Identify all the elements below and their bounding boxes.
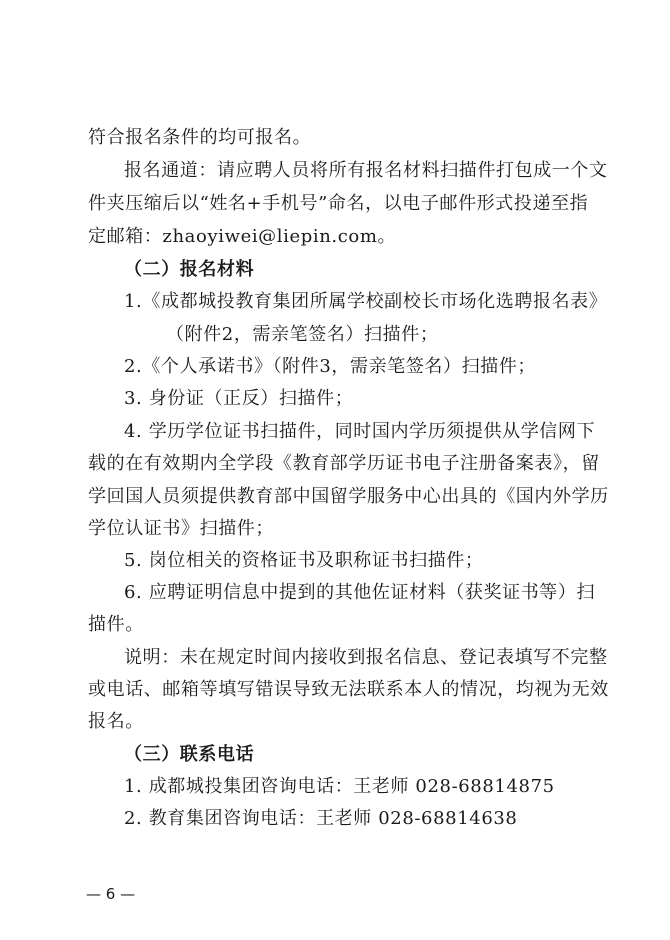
contact-phone-line: 2. 教育集团咨询电话：王老师 028-68814638 (124, 808, 518, 829)
note-line: 说明：未在规定时间内接收到报名信息、登记表填写不完整 (124, 647, 608, 668)
list-item-continuation: 学回国人员须提供教育部中国留学服务中心出具的《国内外学历 (88, 486, 609, 507)
list-item-continuation: （附件2，需亲笔签名）扫描件； (166, 324, 439, 345)
list-item: 1.《成都城投教育集团所属学校副校长市场化选聘报名表》 (124, 291, 608, 312)
body-text-line: 件夹压缩后以“姓名+手机号”命名，以电子邮件形式投递至指 (88, 193, 589, 214)
section-heading-materials: （二）报名材料 (124, 259, 255, 280)
list-item: 5. 岗位相关的资格证书及职称证书扫描件； (124, 550, 484, 571)
list-item: 3. 身份证（正反）扫描件； (124, 388, 354, 409)
list-item: 6. 应聘证明信息中提到的其他佐证材料（获奖证书等）扫 (124, 582, 596, 603)
page-number: — 6 — (86, 885, 136, 903)
list-item: 4. 学历学位证书扫描件，同时国内学历须提供从学信网下 (124, 421, 596, 442)
note-line: 或电话、邮箱等填写错误导致无法联系本人的情况，均视为无效 (88, 679, 609, 700)
list-item-continuation: 载的在有效期内全学段《教育部学历证书电子注册备案表》，留 (88, 453, 600, 474)
note-line: 报名。 (88, 711, 144, 732)
registration-channel-line: 报名通道：请应聘人员将所有报名材料扫描件打包成一个文 (124, 160, 608, 181)
section-heading-contact: （三）联系电话 (124, 744, 255, 765)
email-line: 定邮箱：zhaoyiwei@liepin.com。 (88, 226, 397, 247)
body-text-line: 符合报名条件的均可报名。 (88, 127, 312, 148)
contact-phone-line: 1. 成都城投集团咨询电话：王老师 028-68814875 (124, 776, 555, 797)
list-item-continuation: 学位认证书》扫描件； (88, 518, 274, 539)
list-item: 2.《个人承诺书》（附件3，需亲笔签名）扫描件； (124, 356, 537, 377)
list-item-continuation: 描件。 (88, 614, 144, 635)
